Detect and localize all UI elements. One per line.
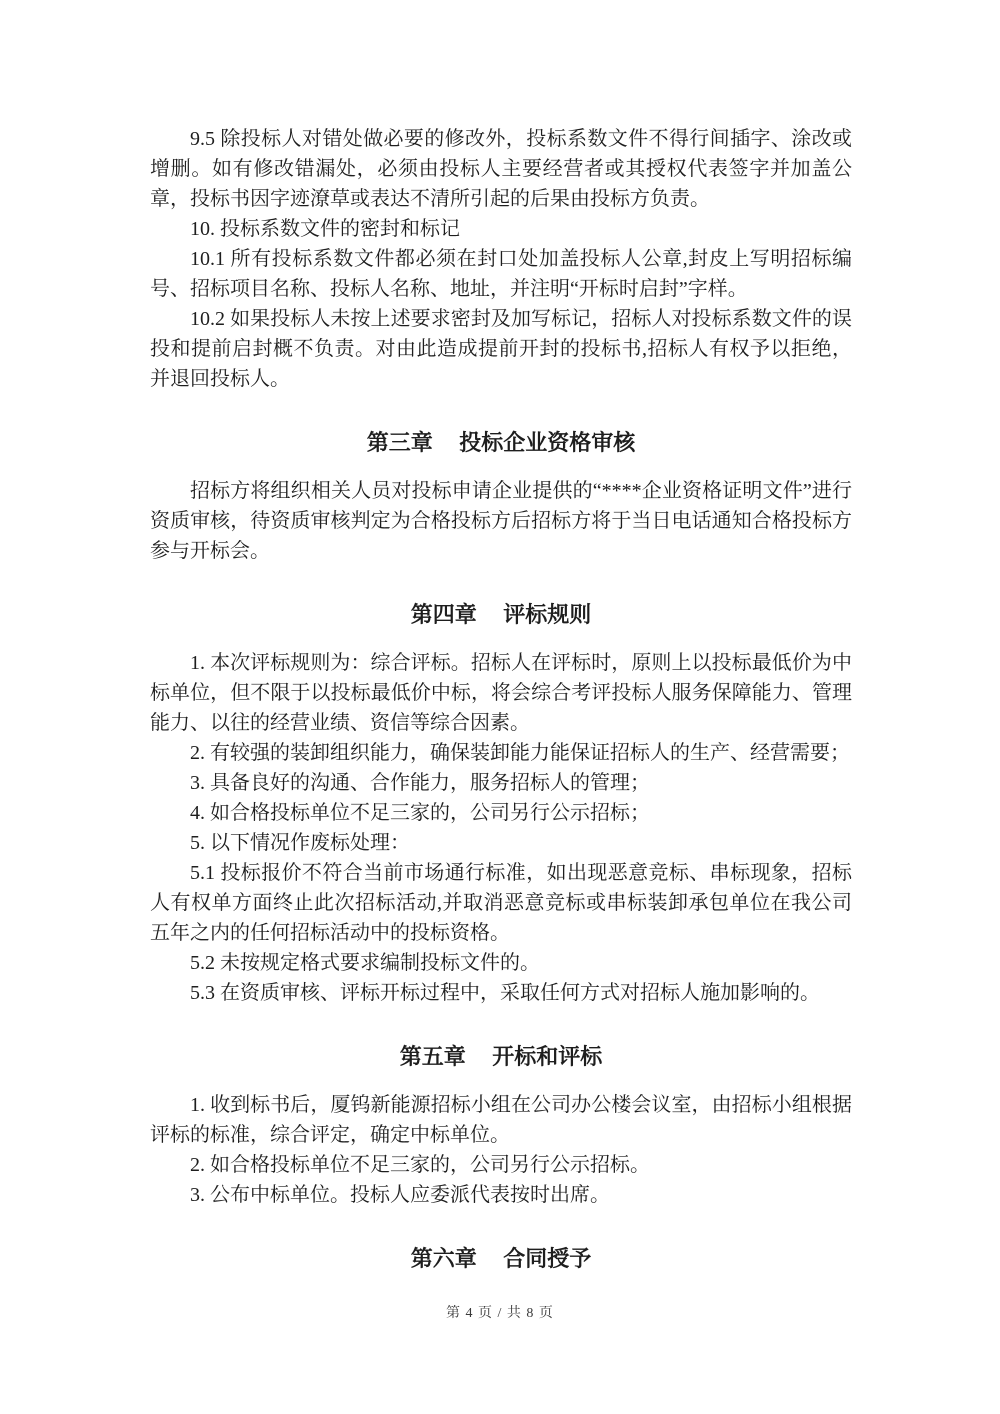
para-open-3: 3. 公布中标单位。投标人应委派代表按时出席。: [190, 1184, 610, 1206]
heading-chapter-3: [150, 428, 852, 458]
chapter-3-number: 第三章: [366, 430, 433, 455]
chapter-4-title: 评标规则: [503, 602, 592, 627]
para-rule-4: 4. 如合格投标单位不足三家的，公司另行公示招标；: [190, 802, 650, 824]
para-10-1: 10.1 所有投标系数文件都必须在封口处加盖投标人公章,封皮上写明招标编号、招标项目名称、投标人名称、地址，并注明“开标时启封”字样。: [150, 248, 852, 300]
para-chapter-3-body: 招标方将组织相关人员对投标申请企业提供的“****企业资格证明文件”进行资质审核，待资质审核判定为合格投标方后招标方将于当日电话通知合格投标方参与开标会。: [150, 480, 852, 562]
chapter-6-title: 合同授予: [503, 1246, 592, 1271]
para-rule-5: 5. 以下情况作废标处理：: [190, 832, 410, 854]
chapter-5-title: 开标和评标: [492, 1044, 603, 1069]
heading-chapter-6: [150, 1244, 852, 1274]
heading-chapter-5: [150, 1042, 852, 1072]
para-rule-5-2: 5.2 未按规定格式要求编制投标文件的。: [190, 952, 540, 974]
para-open-1: 1. 收到标书后，厦钨新能源招标小组在公司办公楼会议室，由招标小组根据评标的标准，综合评定，确定中标单位。: [150, 1094, 852, 1146]
para-open-2: 2. 如合格投标单位不足三家的，公司另行公示招标。: [190, 1154, 650, 1176]
para-10: 10. 投标系数文件的密封和标记: [190, 218, 460, 240]
heading-chapter-4: [150, 600, 852, 630]
chapter-6-number: 第六章: [410, 1246, 477, 1271]
para-rule-1: 1. 本次评标规则为：综合评标。招标人在评标时，原则上以投标最低价为中标单位，但不限于以投标最低价中标，将会综合考评投标人服务保障能力、管理能力、以往的经营业绩、资信等综合因素。: [150, 652, 852, 734]
para-10-2: 10.2 如果投标人未按上述要求密封及加写标记，招标人对投标系数文件的误投和提前启封概不负责。对由此造成提前开封的投标书,招标人有权予以拒绝，并退回投标人。: [150, 308, 852, 390]
page-footer: [0, 1304, 1000, 1324]
para-9-5: 9.5 除投标人对错处做必要的修改外，投标系数文件不得行间插字、涂改或增删。如有修改错漏处，必须由投标人主要经营者或其授权代表签字并加盖公章，投标书因字迹潦草或表达不清所引起的后果由投标方负责。: [150, 128, 852, 210]
chapter-4-number: 第四章: [410, 602, 477, 627]
para-rule-5-3: 5.3 在资质审核、评标开标过程中，采取任何方式对招标人施加影响的。: [190, 982, 820, 1004]
para-rule-2: 2. 有较强的装卸组织能力，确保装卸能力能保证招标人的生产、经营需要；: [190, 742, 850, 764]
chapter-5-number: 第五章: [399, 1044, 466, 1069]
para-rule-3: 3. 具备良好的沟通、合作能力，服务招标人的管理；: [190, 772, 650, 794]
page-indicator: 第 4 页 / 共 8 页: [446, 1306, 554, 1321]
para-rule-5-1: 5.1 投标报价不符合当前市场通行标准，如出现恶意竞标、串标现象，招标人有权单方面终止此次招标活动,并取消恶意竞标或串标装卸承包单位在我公司五年之内的任何招标活动中的投标资格。: [150, 862, 852, 944]
chapter-3-title: 投标企业资格审核: [459, 430, 636, 455]
